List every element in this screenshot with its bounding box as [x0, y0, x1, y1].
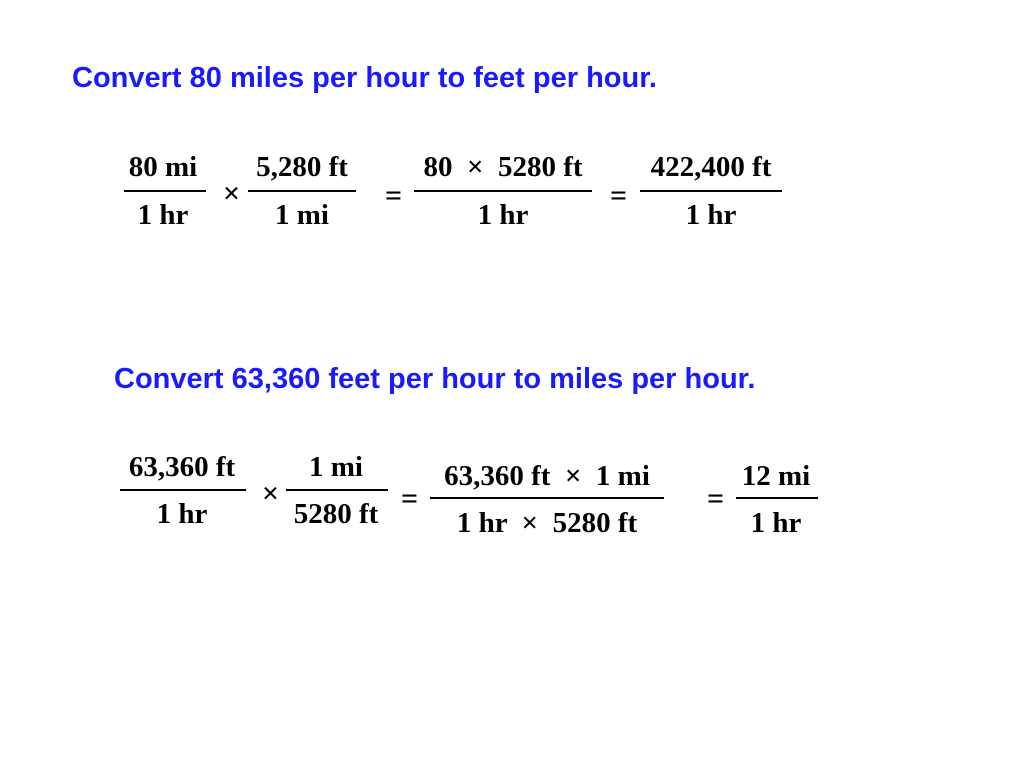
- p1-times-symbol: ×: [223, 177, 241, 210]
- p2-fraction-2-numerator: 1 mi: [309, 451, 363, 483]
- p2-equals-sign-1: =: [401, 482, 419, 515]
- p1-fraction-3-bar: [414, 190, 592, 192]
- p1-fraction-2-numerator: 5,280 ft: [256, 151, 348, 183]
- p1-fraction-3-numerator: 80 × 5280 ft: [423, 151, 583, 183]
- p2-fraction-2-denominator: 5280 ft: [293, 498, 379, 530]
- p1-fraction-1-denominator: 1 hr: [137, 199, 189, 231]
- p1-equals-sign-1: =: [385, 179, 403, 212]
- p2-fraction-3-numerator: 63,360 ft × 1 mi: [444, 460, 650, 492]
- problem-1-heading: Convert 80 miles per hour to feet per hour.: [72, 62, 657, 94]
- p2-times-symbol: ×: [262, 477, 280, 510]
- p1-fraction-3-denominator: 1 hr: [477, 199, 529, 231]
- p1-equals-sign-2: =: [610, 179, 628, 212]
- p2-fraction-3-denominator: 1 hr × 5280 ft: [456, 507, 638, 539]
- p2-fraction-4-denominator: 1 hr: [750, 507, 802, 539]
- p2-fraction-2-bar: [286, 489, 388, 491]
- p2-fraction-1-numerator: 63,360 ft: [128, 451, 236, 483]
- p1-fraction-1-bar: [124, 190, 206, 192]
- p2-fraction-4-bar: [736, 497, 818, 499]
- p2-fraction-1-denominator: 1 hr: [156, 498, 208, 530]
- p2-fraction-1-bar: [120, 489, 246, 491]
- p1-fraction-2-denominator: 1 mi: [275, 199, 329, 231]
- p1-fraction-2-bar: [248, 190, 356, 192]
- p2-equals-sign-2: =: [707, 482, 725, 515]
- p1-fraction-4-numerator: 422,400 ft: [650, 151, 772, 183]
- p2-fraction-4-numerator: 12 mi: [741, 460, 811, 492]
- p1-fraction-4-bar: [640, 190, 782, 192]
- p1-fraction-4-denominator: 1 hr: [685, 199, 737, 231]
- problem-2-heading: Convert 63,360 feet per hour to miles per hour.: [114, 363, 756, 395]
- p2-fraction-3-bar: [430, 497, 664, 499]
- p1-fraction-1-numerator: 80 mi: [128, 151, 198, 183]
